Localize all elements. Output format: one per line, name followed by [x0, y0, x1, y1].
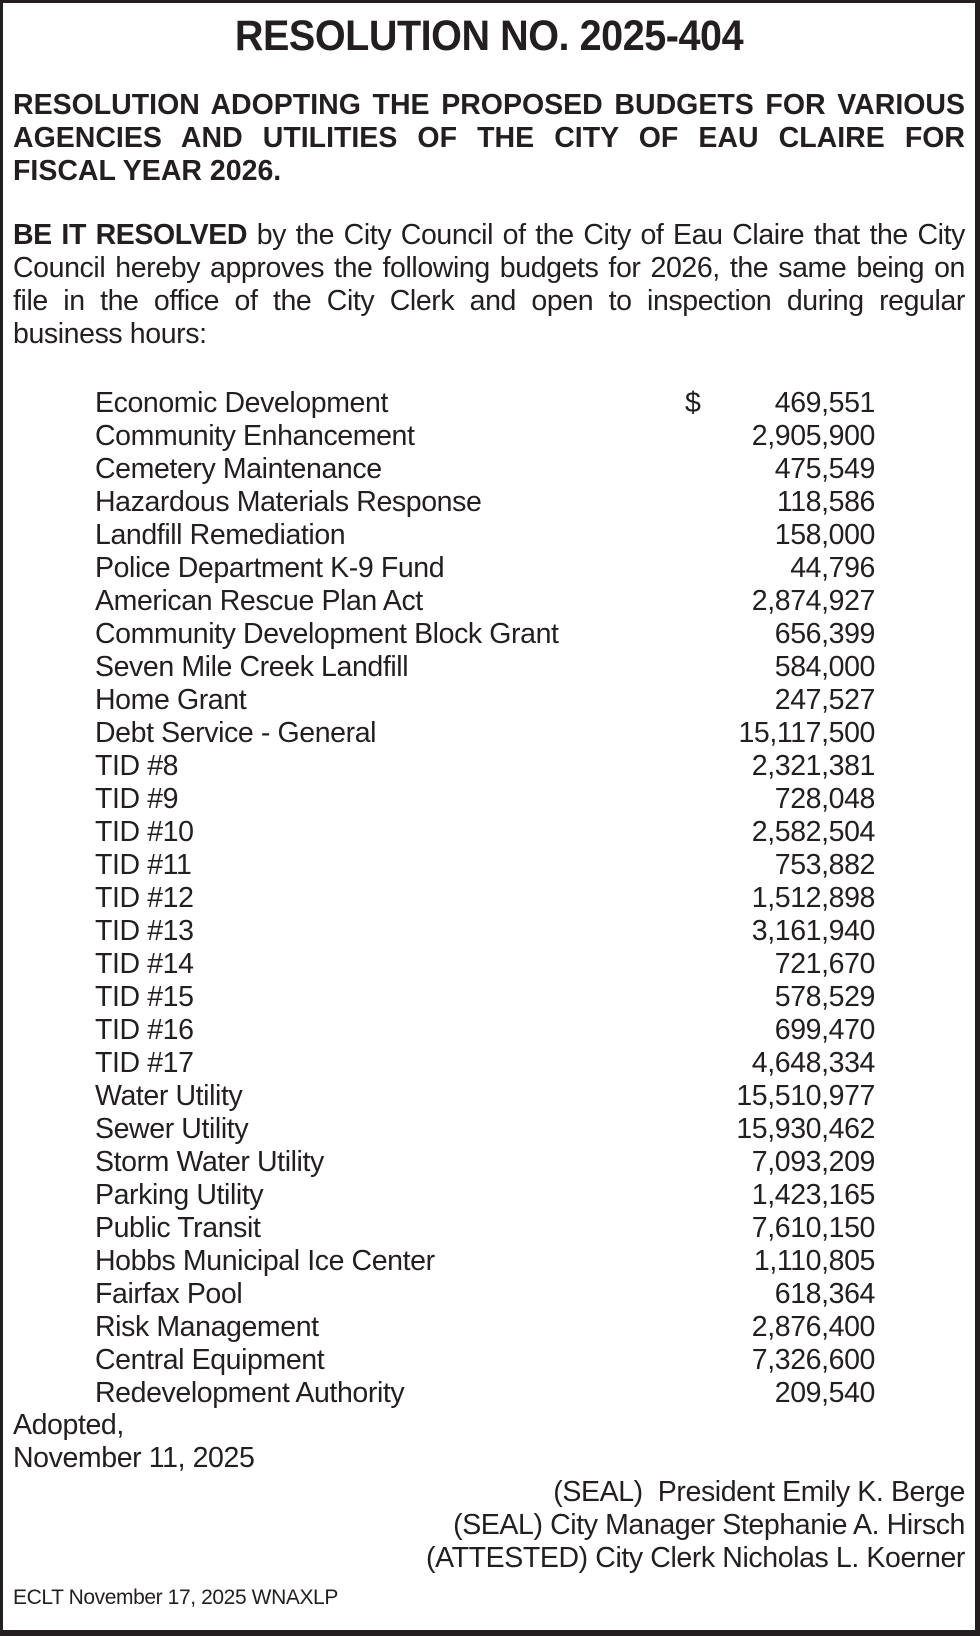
- currency-symbol: [685, 717, 725, 750]
- currency-symbol: [685, 486, 725, 519]
- budget-name: TID #15: [95, 981, 194, 1013]
- budget-name: Central Equipment: [95, 1344, 325, 1376]
- budget-name: Redevelopment Authority: [95, 1377, 405, 1409]
- budget-row: [95, 915, 875, 948]
- budget-row: [95, 387, 875, 420]
- budget-row: [95, 783, 875, 816]
- budget-name: Police Department K-9 Fund: [95, 552, 445, 584]
- budget-amount: 1,512,898: [751, 882, 875, 914]
- adopted-date: November 11, 2025: [13, 1442, 255, 1474]
- budget-name: Sewer Utility: [95, 1113, 249, 1145]
- resolved-lead: BE IT RESOLVED: [13, 219, 248, 251]
- currency-symbol: [685, 1146, 725, 1179]
- budget-name: Public Transit: [95, 1212, 261, 1244]
- budget-name: Storm Water Utility: [95, 1146, 324, 1178]
- budget-row: [95, 1146, 875, 1179]
- signature-city-manager: (SEAL) City Manager Stephanie A. Hirsch: [453, 1509, 965, 1541]
- budget-name: TID #16: [95, 1014, 194, 1046]
- budget-row: [95, 486, 875, 519]
- budget-row: [95, 816, 875, 849]
- budget-row: [95, 651, 875, 684]
- budget-amount: 209,540: [774, 1377, 875, 1409]
- budget-amount: 118,586: [776, 486, 875, 518]
- currency-symbol: [685, 585, 725, 618]
- budget-row: [95, 1179, 875, 1212]
- signature-city-clerk: (ATTESTED) City Clerk Nicholas L. Koerner: [426, 1542, 965, 1574]
- budget-amount: 2,876,400: [751, 1311, 875, 1343]
- currency-symbol: [685, 1311, 725, 1344]
- currency-symbol: [685, 849, 725, 882]
- budget-row: [95, 948, 875, 981]
- budget-amount: 1,423,165: [751, 1179, 875, 1211]
- budget-amount: 728,048: [774, 783, 875, 815]
- currency-symbol: [685, 1179, 725, 1212]
- currency-symbol: [685, 1212, 725, 1245]
- budget-row: [95, 1080, 875, 1113]
- budget-amount: 3,161,940: [751, 915, 875, 947]
- resolution-title: RESOLUTION NO. 2025-404: [234, 12, 744, 60]
- currency-symbol: $: [685, 387, 701, 419]
- currency-symbol: [685, 618, 725, 651]
- budget-amount: 2,905,900: [751, 420, 875, 452]
- budget-name: TID #17: [95, 1047, 194, 1079]
- budget-amount: 2,582,504: [751, 816, 875, 848]
- currency-symbol: [685, 1080, 725, 1113]
- signature-president: (SEAL) President Emily K. Berge: [553, 1476, 965, 1508]
- budget-amount: 7,610,150: [751, 1212, 875, 1244]
- budget-amount: 578,529: [774, 981, 875, 1013]
- budget-row: [95, 519, 875, 552]
- budget-amount: 15,510,977: [736, 1080, 875, 1112]
- currency-symbol: [685, 1278, 725, 1311]
- budget-amount: 44,796: [790, 552, 875, 584]
- budget-name: Seven Mile Creek Landfill: [95, 651, 409, 683]
- budget-row: [95, 1278, 875, 1311]
- budget-row: [95, 1311, 875, 1344]
- budget-row: [95, 1245, 875, 1278]
- budget-row: [95, 981, 875, 1014]
- budget-amount: 469,551: [774, 387, 875, 419]
- budget-name: Cemetery Maintenance: [95, 453, 382, 485]
- budget-row: [95, 1344, 875, 1377]
- budget-amount: 158,000: [774, 519, 875, 551]
- budget-name: Economic Development: [95, 387, 388, 419]
- budget-amount: 2,874,927: [751, 585, 875, 617]
- adopted-block: [13, 1409, 254, 1475]
- budget-row: [95, 849, 875, 882]
- budget-amount: 7,093,209: [751, 1146, 875, 1178]
- budget-name: Fairfax Pool: [95, 1278, 243, 1310]
- resolved-text: by the City Council of the City of Eau Claire that the City Council hereby approves the following budgets for 2026, the same being on file in the office of the City Clerk and open to inspection during regular business hours:: [13, 219, 965, 350]
- budget-name: Water Utility: [95, 1080, 243, 1112]
- budget-row: [95, 585, 875, 618]
- budget-row: [95, 882, 875, 915]
- budget-amount: 584,000: [774, 651, 875, 683]
- budget-row: [95, 453, 875, 486]
- currency-symbol: [685, 882, 725, 915]
- currency-symbol: [685, 420, 725, 453]
- budget-row: [95, 1113, 875, 1146]
- currency-symbol: [685, 816, 725, 849]
- budget-name: TID #8: [95, 750, 179, 782]
- budget-row: [95, 1377, 875, 1410]
- budget-amount: 475,549: [774, 453, 875, 485]
- currency-symbol: [685, 1047, 725, 1080]
- currency-symbol: [685, 453, 725, 486]
- currency-symbol: [685, 1014, 725, 1047]
- budget-row: [95, 1014, 875, 1047]
- budget-row: [95, 750, 875, 783]
- budget-amount: 656,399: [774, 618, 875, 650]
- budget-amount: 15,117,500: [738, 717, 875, 749]
- budget-name: Home Grant: [95, 684, 247, 716]
- resolved-paragraph: [13, 219, 965, 351]
- resolution-subtitle: RESOLUTION ADOPTING THE PROPOSED BUDGETS FOR VARIOUS AGENCIES AND UTILITIES OF THE CITY OF EAU CLAIRE FOR FISCAL YEAR 2026.: [13, 89, 965, 187]
- budget-name: Hazardous Materials Response: [95, 486, 482, 518]
- budget-name: Parking Utility: [95, 1179, 264, 1211]
- budget-amount: 1,110,805: [753, 1245, 875, 1277]
- budget-name: American Rescue Plan Act: [95, 585, 423, 617]
- budget-name: TID #13: [95, 915, 194, 947]
- budget-row: [95, 717, 875, 750]
- budget-name: Landfill Remediation: [95, 519, 346, 551]
- budget-amount: 2,321,381: [751, 750, 875, 782]
- budget-amount: 15,930,462: [736, 1113, 875, 1145]
- budget-amount: 699,470: [774, 1014, 875, 1046]
- adopted-label: Adopted,: [13, 1409, 124, 1441]
- currency-symbol: [685, 519, 725, 552]
- currency-symbol: [685, 783, 725, 816]
- budget-row: [95, 684, 875, 717]
- budget-name: Community Enhancement: [95, 420, 415, 452]
- budget-amount: 753,882: [774, 849, 875, 881]
- currency-symbol: [685, 552, 725, 585]
- budget-amount: 721,670: [774, 948, 875, 980]
- budget-list: [95, 387, 875, 1410]
- budget-amount: 4,648,334: [751, 1047, 875, 1079]
- budget-row: [95, 1212, 875, 1245]
- budget-name: TID #12: [95, 882, 194, 914]
- budget-name: Debt Service - General: [95, 717, 377, 749]
- budget-row: [95, 420, 875, 453]
- currency-symbol: [685, 915, 725, 948]
- budget-name: TID #11: [95, 849, 192, 881]
- budget-name: TID #10: [95, 816, 194, 848]
- currency-symbol: [685, 1113, 725, 1146]
- currency-symbol: [685, 981, 725, 1014]
- budget-amount: 7,326,600: [751, 1344, 875, 1376]
- budget-name: TID #14: [95, 948, 194, 980]
- currency-symbol: [685, 684, 725, 717]
- budget-amount: 247,527: [774, 684, 875, 716]
- currency-symbol: [685, 651, 725, 684]
- currency-symbol: [685, 1344, 725, 1377]
- currency-symbol: [685, 948, 725, 981]
- budget-row: [95, 552, 875, 585]
- currency-symbol: [685, 750, 725, 783]
- budget-row: [95, 1047, 875, 1080]
- signature-block: [426, 1476, 965, 1575]
- budget-amount: 618,364: [774, 1278, 875, 1310]
- budget-row: [95, 618, 875, 651]
- budget-name: Risk Management: [95, 1311, 319, 1343]
- publication-footer: ECLT November 17, 2025 WNAXLP: [13, 1586, 338, 1609]
- currency-symbol: [685, 1377, 725, 1410]
- budget-name: Community Development Block Grant: [95, 618, 559, 650]
- budget-name: Hobbs Municipal Ice Center: [95, 1245, 435, 1277]
- currency-symbol: [685, 1245, 725, 1278]
- budget-name: TID #9: [95, 783, 179, 815]
